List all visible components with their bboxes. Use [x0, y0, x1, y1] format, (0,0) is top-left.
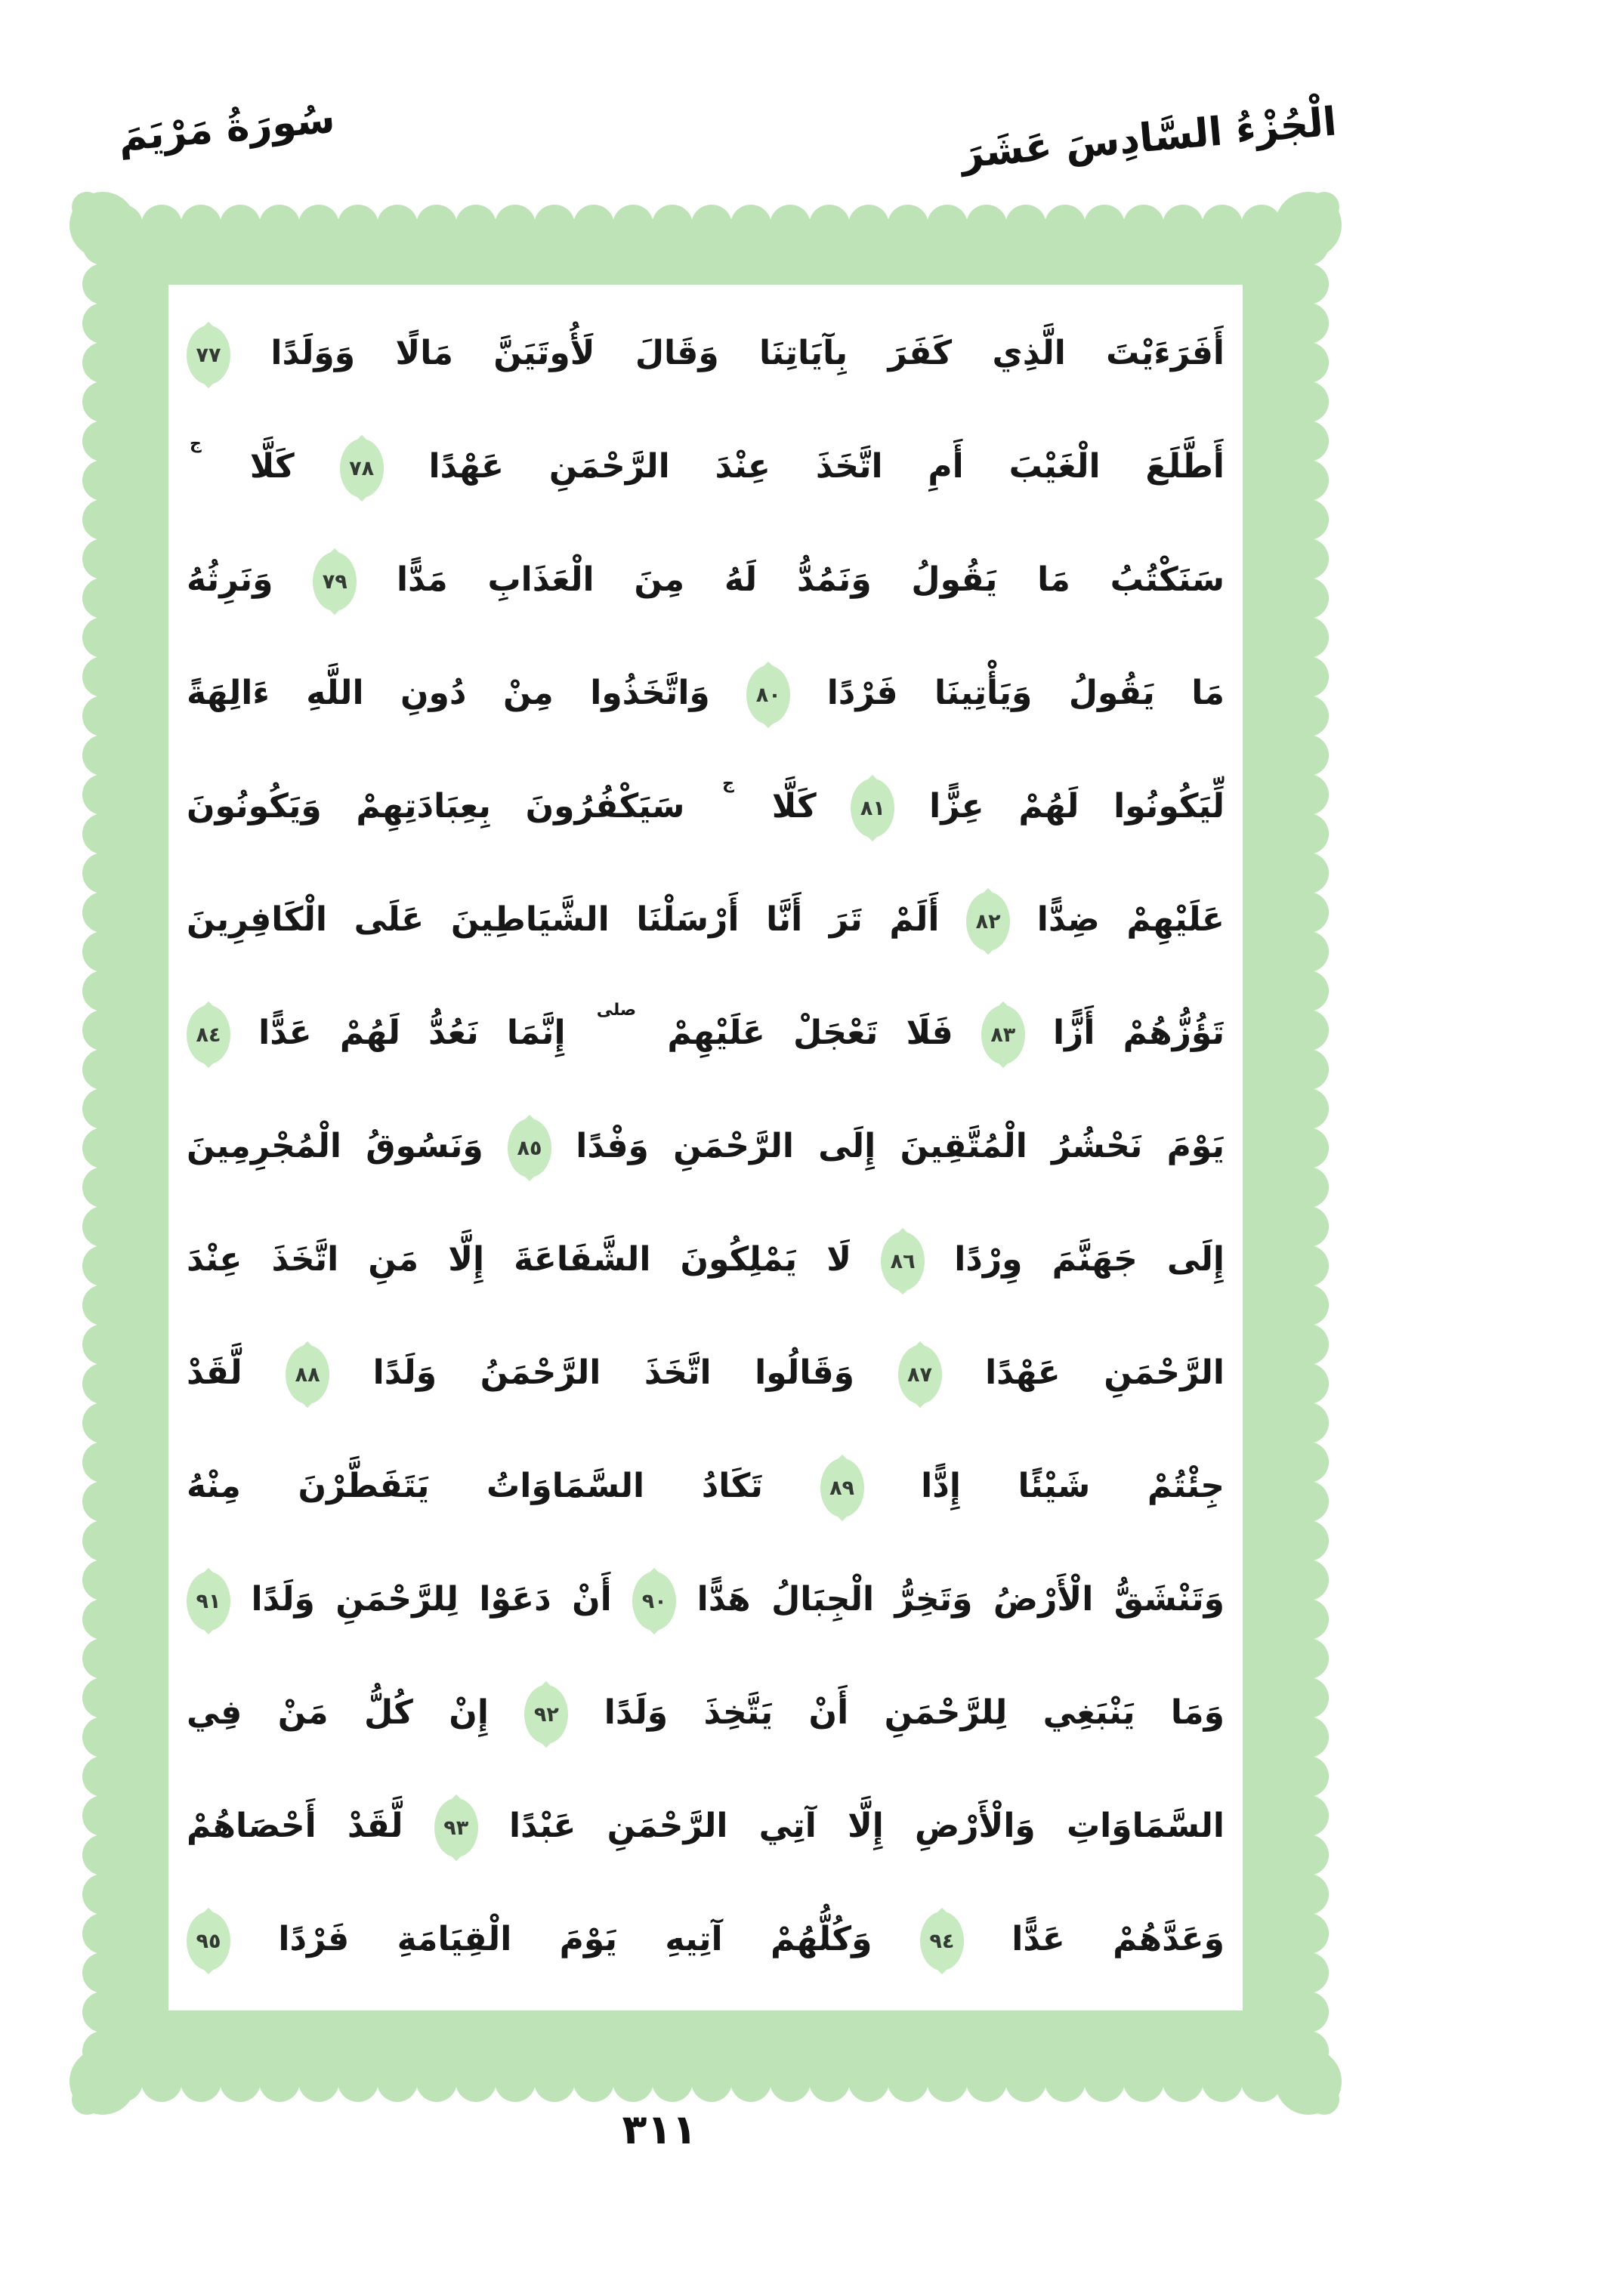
waqf-mark: ج	[190, 434, 202, 454]
mushaf-line	[187, 1430, 1225, 1543]
page-number: ٣١١	[622, 2106, 697, 2153]
ayah-end-marker	[434, 1798, 478, 1857]
mushaf-line	[187, 1090, 1225, 1203]
mushaf-line	[187, 750, 1225, 863]
verse-text: يَوْمَ نَحْشُرُ الْمُتَّقِينَ إِلَى الرَّحْمَنِ وَفْدًا	[576, 1127, 1225, 1165]
mushaf-line	[187, 1883, 1225, 1996]
verse-text: أَلَمْ تَرَ أَنَّا أَرْسَلْنَا الشَّيَاطِينَ عَلَى الْكَافِرِينَ	[187, 900, 940, 939]
ayah-number: ٩٥	[196, 1929, 221, 1953]
verse-text: كَلَّا	[249, 447, 295, 486]
ayah-end-marker	[286, 1345, 329, 1404]
verse-text: وَقَالُوا اتَّخَذَ الرَّحْمَنُ وَلَدًا	[372, 1353, 854, 1392]
verse-text: وَكُلُّهُمْ آتِيهِ يَوْمَ الْقِيَامَةِ فَرْدًا	[278, 1920, 872, 1958]
mushaf-line	[187, 410, 1225, 523]
surah-title: سُورَةُ مَرْيَمَ	[116, 96, 337, 161]
ayah-number: ٨٠	[755, 683, 781, 707]
ayah-number: ٨١	[860, 796, 885, 820]
verse-text: السَّمَاوَاتِ وَالْأَرْضِ إِلَّا آتِي الرَّحْمَنِ عَبْدًا	[508, 1807, 1225, 1845]
verse-text: إِنَّمَا نَعُدُّ لَهُمْ عَدًّا	[258, 1014, 566, 1052]
ayah-end-marker	[313, 552, 357, 611]
ayah-end-marker	[981, 1005, 1025, 1064]
verse-text: كَلَّا	[771, 787, 817, 826]
ayah-number: ٨٦	[890, 1249, 916, 1273]
ayah-number: ٧٨	[349, 456, 375, 480]
mushaf-line	[187, 523, 1225, 637]
ayah-end-marker	[187, 1005, 230, 1064]
verse-text: فَلَا تَعْجَلْ عَلَيْهِمْ	[667, 1014, 953, 1052]
mushaf-line	[187, 1543, 1225, 1656]
verse-text: تَؤُزُّهُمْ أَزًّا	[1052, 1014, 1225, 1052]
verse-text: أَطَّلَعَ الْغَيْبَ أَمِ اتَّخَذَ عِنْدَ الرَّحْمَنِ عَهْدًا	[428, 447, 1225, 486]
ayah-end-marker	[851, 779, 894, 838]
ayah-end-marker	[187, 1572, 230, 1631]
mushaf-line	[187, 977, 1225, 1090]
verse-text: سَيَكْفُرُونَ بِعِبَادَتِهِمْ وَيَكُونُونَ	[187, 787, 685, 826]
mushaf-line	[187, 637, 1225, 750]
ayah-number: ٨٢	[975, 909, 1001, 934]
verse-text: وَعَدَّهُمْ عَدًّا	[1011, 1920, 1225, 1958]
ayah-number: ٨٣	[990, 1023, 1016, 1047]
ayah-end-marker	[524, 1685, 568, 1744]
verse-text: جِئْتُمْ شَيْئًا إِدًّا	[921, 1467, 1225, 1505]
verse-text: أَفَرَءَيْتَ الَّذِي كَفَرَ بِآيَاتِنَا وَقَالَ لَأُوتَيَنَّ مَالًا وَوَلَدًا	[270, 334, 1225, 372]
verse-text: تَكَادُ السَّمَاوَاتُ يَتَفَطَّرْنَ مِنْهُ	[187, 1467, 763, 1505]
waqf-mark: صلى	[596, 1001, 637, 1020]
verse-text: إِلَى جَهَنَّمَ وِرْدًا	[954, 1240, 1225, 1279]
mushaf-line	[187, 1770, 1225, 1883]
verse-text: عَلَيْهِمْ ضِدًّا	[1036, 900, 1225, 939]
verse-text: سَنَكْتُبُ مَا يَقُولُ وَنَمُدُّ لَهُ مِنَ الْعَذَابِ مَدًّا	[396, 560, 1225, 599]
mushaf-line	[187, 1316, 1225, 1430]
ayah-number: ٨٤	[196, 1023, 221, 1047]
verse-text: وَمَا يَنْبَغِي لِلرَّحْمَنِ أَنْ يَتَّخِذَ وَلَدًا	[604, 1693, 1225, 1732]
ayah-number: ٨٨	[295, 1362, 320, 1387]
verse-text: إِنْ كُلُّ مَنْ فِي	[187, 1693, 489, 1732]
ayah-end-marker	[920, 1912, 964, 1970]
mushaf-lines	[168, 285, 1243, 2011]
ayah-number: ٨٥	[517, 1136, 542, 1160]
ayah-end-marker	[632, 1572, 676, 1631]
ayah-number: ٩٠	[641, 1589, 667, 1613]
ayah-end-marker	[820, 1458, 864, 1517]
mushaf-line	[187, 1656, 1225, 1770]
waqf-mark: ج	[722, 774, 734, 794]
juz-title: الْجُزْءُ السَّادِسَ عَشَرَ	[959, 99, 1339, 177]
ayah-end-marker	[746, 665, 790, 724]
ayah-end-marker	[340, 439, 384, 498]
ayah-end-marker	[966, 892, 1010, 951]
verse-text: لَّقَدْ أَحْصَاهُمْ	[187, 1807, 403, 1845]
ayah-end-marker	[187, 326, 230, 384]
verse-text: لَّقَدْ	[187, 1353, 242, 1392]
verse-text: وَنَرِثُهُ	[187, 560, 273, 599]
ayah-number: ٩٤	[929, 1929, 955, 1953]
ayah-end-marker	[898, 1345, 942, 1404]
verse-text: وَنَسُوقُ الْمُجْرِمِينَ	[187, 1127, 483, 1165]
ayah-number: ٩٣	[443, 1816, 469, 1840]
verse-text: أَنْ دَعَوْا لِلرَّحْمَنِ وَلَدًا	[251, 1580, 612, 1619]
ayah-number: ٨٩	[829, 1476, 855, 1500]
verse-text: مَا يَقُولُ وَيَأْتِينَا فَرْدًا	[826, 674, 1225, 712]
ayah-number: ٨٧	[907, 1362, 933, 1387]
mushaf-line	[187, 297, 1225, 410]
ayah-number: ٧٩	[322, 569, 347, 594]
ayah-end-marker	[187, 1912, 230, 1970]
ayah-end-marker	[508, 1119, 551, 1177]
verse-text: الرَّحْمَنِ عَهْدًا	[985, 1353, 1225, 1392]
verse-text: وَاتَّخَذُوا مِنْ دُونِ اللَّهِ ءَالِهَةً	[187, 674, 710, 712]
verse-text: لَا يَمْلِكُونَ الشَّفَاعَةَ إِلَّا مَنِ اتَّخَذَ عِنْدَ	[187, 1240, 852, 1279]
mushaf-line	[187, 1203, 1225, 1316]
ayah-number: ٩١	[196, 1589, 221, 1613]
verse-text: وَتَنْشَقُّ الْأَرْضُ وَتَخِرُّ الْجِبَالُ هَدًّا	[696, 1580, 1225, 1619]
ayah-number: ٩٢	[533, 1702, 559, 1727]
ayah-number: ٧٧	[196, 343, 221, 367]
ayah-end-marker	[881, 1232, 925, 1291]
mushaf-line	[187, 863, 1225, 977]
verse-text: لِّيَكُونُوا لَهُمْ عِزًّا	[929, 787, 1225, 826]
